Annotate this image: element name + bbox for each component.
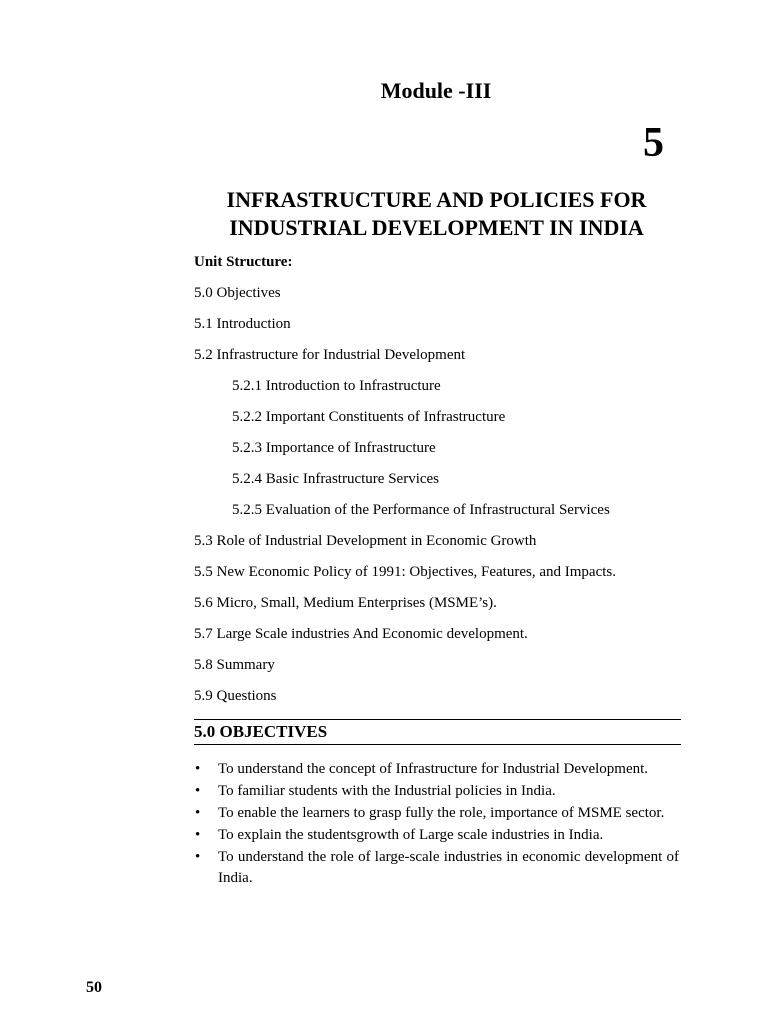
- toc-item: 5.2 Infrastructure for Industrial Development: [194, 347, 466, 363]
- chapter-title-line-2: INDUSTRIAL DEVELOPMENT IN INDIA: [229, 215, 644, 240]
- bullet-icon: •: [195, 827, 201, 843]
- toc-subitem: 5.2.3 Importance of Infrastructure: [232, 440, 436, 456]
- chapter-title: [190, 186, 683, 242]
- section-rule-bottom: [194, 744, 681, 745]
- toc-subitem: 5.2.1 Introduction to Infrastructure: [232, 378, 441, 394]
- toc-item: 5.8 Summary: [194, 657, 275, 673]
- page-number: 50: [86, 979, 102, 996]
- objectives-list: [194, 759, 679, 890]
- module-label: Module -III: [380, 78, 492, 103]
- toc-subitem: 5.2.5 Evaluation of the Performance of Infrastructural Services: [232, 502, 610, 518]
- bullet-icon: •: [195, 761, 201, 777]
- unit-structure-heading: Unit Structure:: [194, 254, 293, 270]
- toc-item: 5.3 Role of Industrial Development in Economic Growth: [194, 533, 537, 549]
- objective-item: [194, 847, 679, 889]
- objective-text: To enable the learners to grasp fully the role, importance of MSME sector.: [218, 805, 665, 821]
- objective-text: To understand the concept of Infrastructure for Industrial Development.: [218, 761, 649, 777]
- toc-subitem: 5.2.4 Basic Infrastructure Services: [232, 471, 440, 487]
- bullet-icon: •: [195, 783, 201, 799]
- section-rule-top: [194, 719, 681, 720]
- objective-item: [194, 825, 679, 846]
- objective-item: [194, 759, 679, 780]
- objective-text: To familiar students with the Industrial policies in India.: [218, 783, 556, 799]
- objective-text: To explain the studentsgrowth of Large scale industries in India.: [218, 827, 604, 843]
- objective-item: [194, 781, 679, 802]
- chapter-number: 5: [643, 120, 664, 166]
- objective-item: [194, 803, 679, 824]
- bullet-icon: •: [195, 805, 201, 821]
- objective-text: To understand the role of large-scale industries in economic development of India.: [218, 849, 679, 886]
- toc-item: 5.6 Micro, Small, Medium Enterprises (MSME’s).: [194, 595, 497, 611]
- toc-item: 5.7 Large Scale industries And Economic development.: [194, 626, 528, 642]
- toc-item: 5.1 Introduction: [194, 316, 291, 332]
- bullet-icon: •: [195, 849, 201, 865]
- chapter-title-line-1: INFRASTRUCTURE AND POLICIES FOR: [226, 187, 647, 212]
- objectives-heading: 5.0 OBJECTIVES: [194, 722, 328, 741]
- toc-item: 5.0 Objectives: [194, 285, 281, 301]
- unit-structure-list: [194, 284, 616, 718]
- toc-item: 5.5 New Economic Policy of 1991: Objectives, Features, and Impacts.: [194, 564, 616, 580]
- toc-item: 5.9 Questions: [194, 688, 277, 704]
- toc-subitem: 5.2.2 Important Constituents of Infrastructure: [232, 409, 506, 425]
